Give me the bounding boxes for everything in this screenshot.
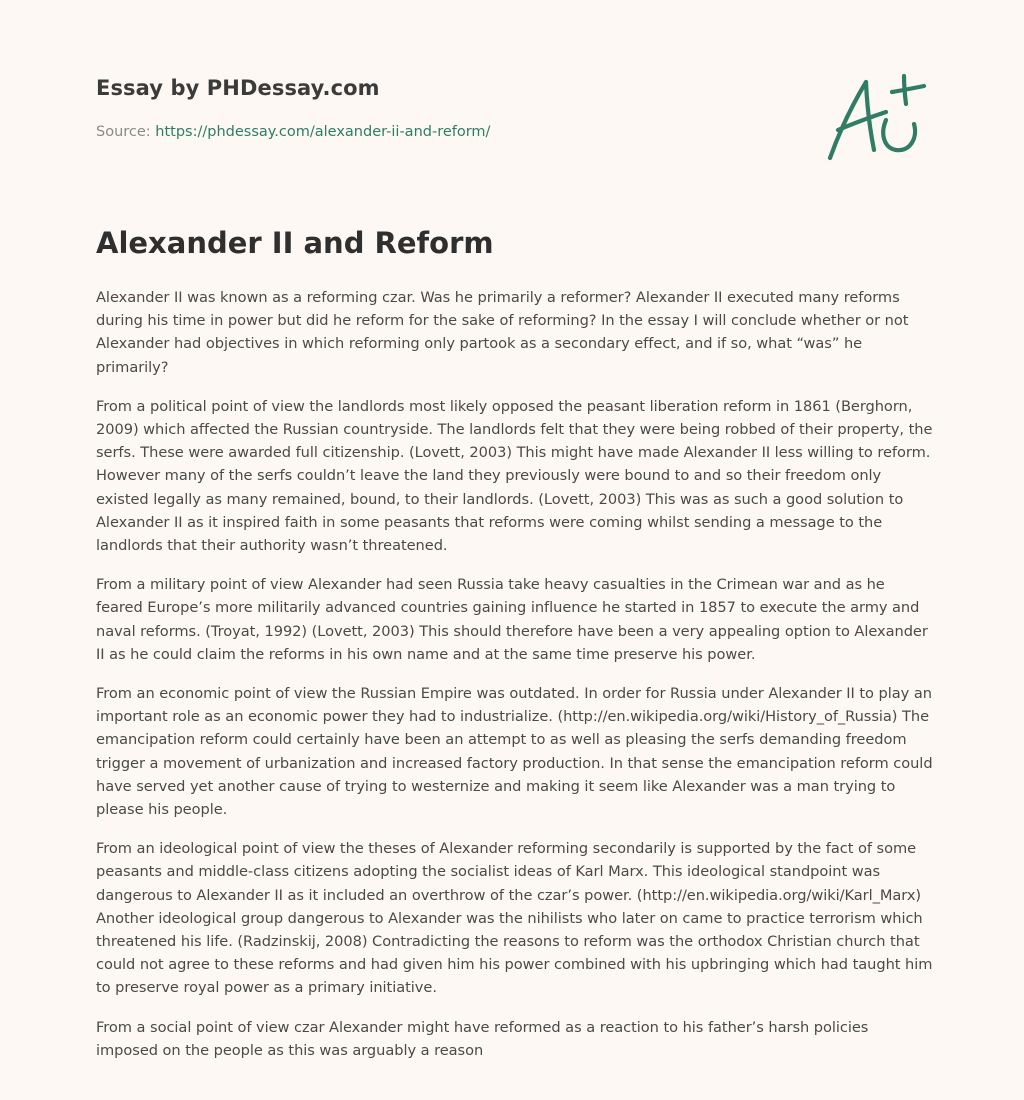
essay-title: Alexander II and Reform bbox=[96, 226, 494, 260]
essay-paragraph: From a social point of view czar Alexander might have reformed as a reaction to his father’s harsh policies imposed on the people as this was arguably a reason bbox=[96, 1018, 869, 1059]
a-plus-logo-svg bbox=[820, 68, 930, 168]
essay-paragraph: Alexander II was known as a reforming czar. Was he primarily a reformer? Alexander II executed many reforms during his time in power but did he reform for the sake of reforming? In the essay I will conclude whether or not Alexander had objectives in which reforming only partook as a secondary effect, and if so, what “was” he primarily? bbox=[96, 289, 909, 376]
essay-paragraph: From an ideological point of view the theses of Alexander reforming secondarily is supported by the fact of some peasants and middle-class citizens adopting the socialist ideas of Karl Marx. This ideological standpoint was dangerous to Alexander II as it included an overthrow of the czar’s power. (http://en.wikipedia.org/wiki/Karl_Marx) Another ideological group dangerous to Alexander was the nihilists who later on came to practice terrorism which threatened his life. (Radzinskij, 2008) Contradicting the reasons to reform was the orthodox Christian church that could not agree to these reforms and had given him his power combined with his upbringing which had taught him to preserve royal power as a primary initiative. bbox=[96, 840, 933, 997]
essay-paragraph: From a military point of view Alexander had seen Russia take heavy casualties in the Crimean war and as he feared Europe’s more militarily advanced countries gaining influence he started in 1857 to execute the army and naval reforms. (Troyat, 1992) (Lovett, 2003) This should therefore have been a very appealing option to Alexander II as he could claim the reforms in his own name and at the same time preserve his power. bbox=[96, 576, 928, 663]
essay-body bbox=[96, 286, 934, 1078]
essay-paragraph: From an economic point of view the Russian Empire was outdated. In order for Russia under Alexander II to play an important role as an economic power they had to industrialize. (http://en.wikipedia.org/wiki/History_of_Russia) The emancipation reform could certainly have been an attempt to as well as pleasing the serfs demanding freedom trigger a movement of urbanization and increased factory production. In that sense the emancipation reform could have served yet another cause of trying to westernize and making it seem like Alexander was a man trying to please his people. bbox=[96, 685, 933, 819]
site-brand: Essay by PHDessay.com bbox=[96, 76, 380, 100]
source-label: Source: bbox=[96, 124, 156, 140]
essay-paragraph: From a political point of view the landlords most likely opposed the peasant liberation reform in 1861 (Berghorn, 2009) which affected the Russian countryside. The landlords felt that they were being robbed of their property, the serfs. These were awarded full citizenship. (Lovett, 2003) This might have made Alexander II less willing to reform. However many of the serfs couldn’t leave the land they previously were bound to and so their freedom only existed legally as many remained, bound, to their landlords. (Lovett, 2003) This was as such a good solution to Alexander II as it inspired faith in some peasants that reforms were coming whilst sending a message to the landlords that their authority wasn’t threatened. bbox=[96, 397, 933, 555]
a-plus-logo-icon bbox=[820, 68, 930, 168]
source-link[interactable]: https://phdessay.com/alexander-ii-and-reform/ bbox=[155, 124, 491, 140]
source-line bbox=[96, 124, 490, 140]
